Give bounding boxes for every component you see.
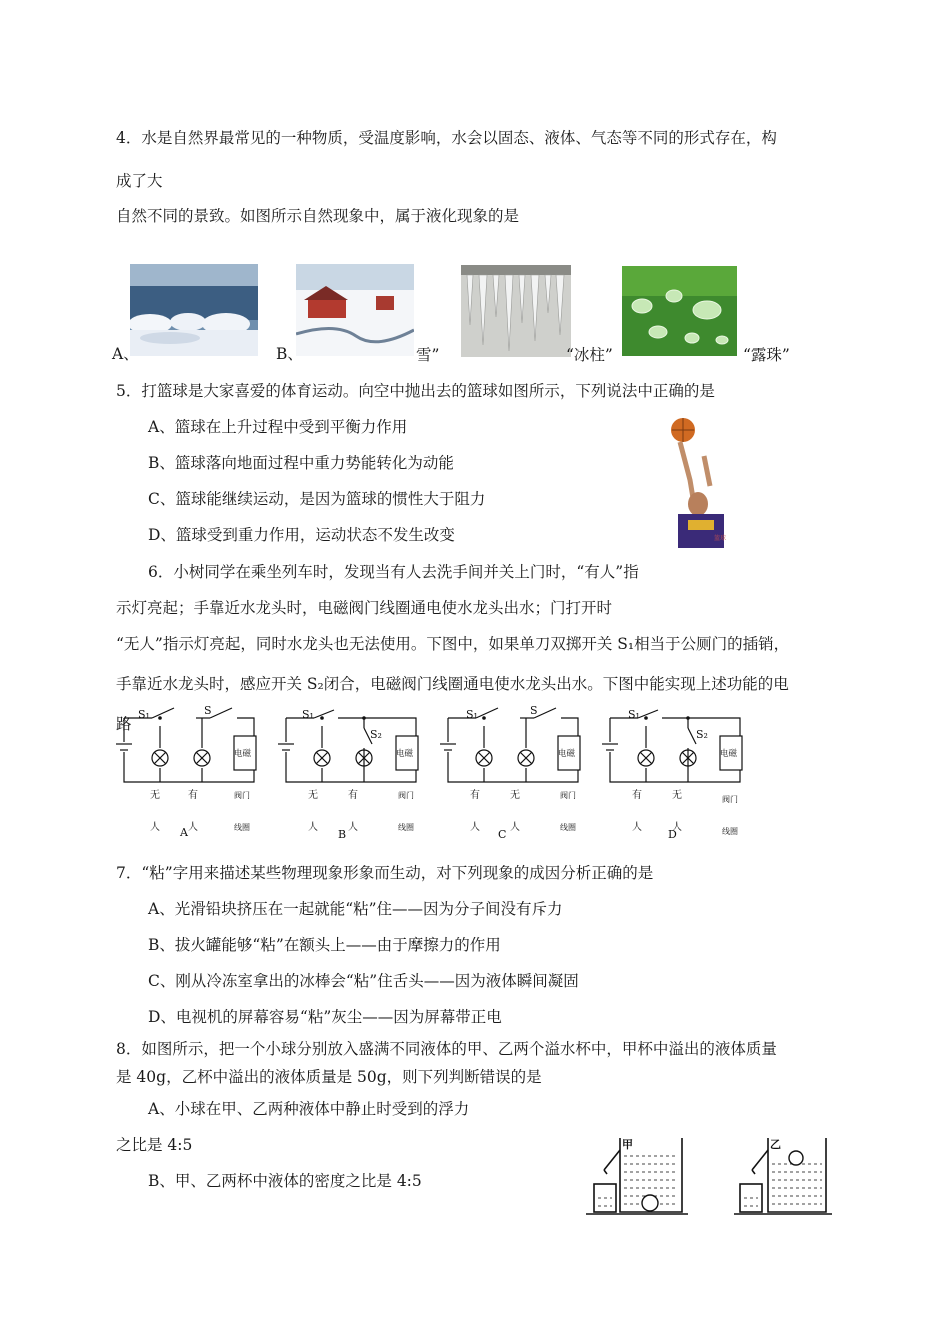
circuit-b-letter: B xyxy=(338,828,347,841)
q6-stem-line2: 示灯亮起；手靠近水龙头时，电磁阀门线圈通电使水龙头出水；门打开时 xyxy=(116,599,613,617)
photo-icicles xyxy=(461,265,571,357)
q5-option-a: A、篮球在上升过程中受到平衡力作用 xyxy=(148,418,408,436)
q8-stem-line1: 8．如图所示，把一个小球分别放入盛满不同液体的甲、乙两个溢水杯中，甲杯中溢出的液体质量 xyxy=(116,1040,777,1058)
cup-jia-label: 甲 xyxy=(622,1138,633,1151)
circuit-c-s2-label: S xyxy=(530,704,538,717)
q7-option-d: D、电视机的屏幕容易“粘”灰尘——因为屏幕带正电 xyxy=(148,1008,502,1026)
q5-option-b: B、篮球落向地面过程中重力势能转化为动能 xyxy=(148,454,454,472)
q8-option-a-line2: 之比是 4:5 xyxy=(116,1136,193,1154)
photo-snowy-river xyxy=(130,264,258,356)
q4-option-a: A、 xyxy=(112,345,139,363)
circuit-d-letter: D xyxy=(668,828,677,841)
q4-caption-d: “露珠” xyxy=(743,346,790,364)
svg-text:篮球: 篮球 xyxy=(714,535,727,542)
q7-stem: 7．“粘”字用来描述某些物理现象形象而生动，对下列现象的成因分析正确的是 xyxy=(116,864,654,882)
q8-stem-line2: 是 40g，乙杯中溢出的液体质量是 50g，则下列判断错误的是 xyxy=(116,1068,542,1086)
cup-yi-label: 乙 xyxy=(770,1138,781,1151)
circuit-a-coil-label: 电磁 xyxy=(234,749,252,759)
circuit-d-valve-label: 阀门 xyxy=(722,795,738,804)
circuit-a-lamp1-bottom: 人 xyxy=(150,822,160,833)
circuit-diagram-c xyxy=(436,704,596,844)
q6-stem-line5: 路 xyxy=(116,715,132,733)
circuit-diagram-b xyxy=(274,704,434,844)
circuit-b-lamp1-top: 无 xyxy=(308,790,318,801)
circuit-b-lamp1-bottom: 人 xyxy=(308,822,318,833)
q6-stem-line1: 6．小树同学在乘坐列车时，发现当有人去洗手间并关上门时，“有人”指 xyxy=(148,563,639,581)
circuit-c-s1-label: S₁ xyxy=(466,708,478,721)
circuit-b-s1-label: S₁ xyxy=(302,708,314,721)
circuit-d-s1-label: S₁ xyxy=(628,708,640,721)
circuit-a-letter: A xyxy=(180,826,188,839)
circuit-a-valve-label: 阀门 xyxy=(234,791,250,800)
circuit-b-valve-label: 阀门 xyxy=(398,791,414,800)
q8-option-a-line1: A、小球在甲、乙两种液体中静止时受到的浮力 xyxy=(148,1100,470,1118)
overflow-cup-jia xyxy=(584,1128,694,1224)
circuit-d-lamp2-bottom: 人 xyxy=(672,822,682,833)
circuit-d-coil-label: 电磁 xyxy=(720,749,738,759)
circuit-d-s2-label: S₂ xyxy=(696,728,708,741)
circuit-d-coil2-label: 线圈 xyxy=(722,827,738,836)
circuit-c-lamp1-top: 有 xyxy=(470,790,480,801)
circuit-c-valve-label: 阀门 xyxy=(560,791,576,800)
circuit-b-coil-label: 电磁 xyxy=(396,749,414,759)
circuit-c-lamp2-top: 无 xyxy=(510,790,520,801)
circuit-a-lamp2-top: 有 xyxy=(188,790,198,801)
q4-stem-line2: 成了大 xyxy=(116,172,163,190)
q6-stem-line4: 手靠近水龙头时，感应开关 S₂闭合，电磁阀门线圈通电使水龙头出水。下图中能实现上述功能的电 xyxy=(116,675,789,693)
q8-option-b: B、甲、乙两杯中液体的密度之比是 4:5 xyxy=(148,1172,422,1190)
circuit-diagram-d xyxy=(598,704,758,844)
q4-option-b: B、 xyxy=(276,345,303,363)
circuit-a-coil2-label: 线圈 xyxy=(234,823,250,832)
circuit-b-lamp2-top: 有 xyxy=(348,790,358,801)
photo-snow-barn xyxy=(296,264,414,356)
circuit-d-lamp1-bottom: 人 xyxy=(632,822,642,833)
overflow-cup-yi xyxy=(732,1128,836,1224)
photo-basketball-player xyxy=(664,408,744,548)
q5-option-d: D、篮球受到重力作用，运动状态不发生改变 xyxy=(148,526,455,544)
circuit-d-lamp2-top: 无 xyxy=(672,790,682,801)
photo-dew-drops xyxy=(622,266,737,356)
circuit-b-coil2-label: 线圈 xyxy=(398,823,414,832)
circuit-c-coil2-label: 线圈 xyxy=(560,823,576,832)
circuit-a-lamp2-bottom: 人 xyxy=(188,822,198,833)
circuit-b-lamp2-bottom: 人 xyxy=(348,822,358,833)
circuit-d-lamp1-top: 有 xyxy=(632,790,642,801)
circuit-c-letter: C xyxy=(498,828,507,841)
q7-option-a: A、光滑铅块挤压在一起就能“粘”住——因为分子间没有斥力 xyxy=(148,900,563,918)
circuit-diagram-a xyxy=(112,704,272,844)
circuit-c-coil-label: 电磁 xyxy=(558,749,576,759)
q4-caption-c: “冰柱” xyxy=(566,346,613,364)
q6-stem-line3: “无人”指示灯亮起，同时水龙头也无法使用。下图中，如果单刀双掷开关 S₁相当于公厕门的插销， xyxy=(116,635,790,653)
q5-stem: 5．打篮球是大家喜爱的体育运动。向空中抛出去的篮球如图所示，下列说法中正确的是 xyxy=(116,382,715,400)
q4-stem-line1: 4．水是自然界最常见的一种物质，受温度影响，水会以固态、液体、气态等不同的形式存在，构 xyxy=(116,129,777,147)
circuit-a-s1-label: S₁ xyxy=(138,708,150,721)
q7-option-c: C、刚从冷冻室拿出的冰棒会“粘”住舌头——因为液体瞬间凝固 xyxy=(148,972,579,990)
circuit-b-s2-label: S₂ xyxy=(370,728,382,741)
q5-option-c: C、篮球能继续运动，是因为篮球的惯性大于阻力 xyxy=(148,490,486,508)
q4-caption-b: 雪” xyxy=(416,346,440,364)
q7-option-b: B、拔火罐能够“粘”在额头上——由于摩擦力的作用 xyxy=(148,936,501,954)
circuit-a-lamp1-top: 无 xyxy=(150,790,160,801)
circuit-c-lamp1-bottom: 人 xyxy=(470,822,480,833)
q4-stem-line3: 自然不同的景致。如图所示自然现象中，属于液化现象的是 xyxy=(116,207,520,225)
circuit-a-s2-label: S xyxy=(204,704,212,717)
circuit-c-lamp2-bottom: 人 xyxy=(510,822,520,833)
